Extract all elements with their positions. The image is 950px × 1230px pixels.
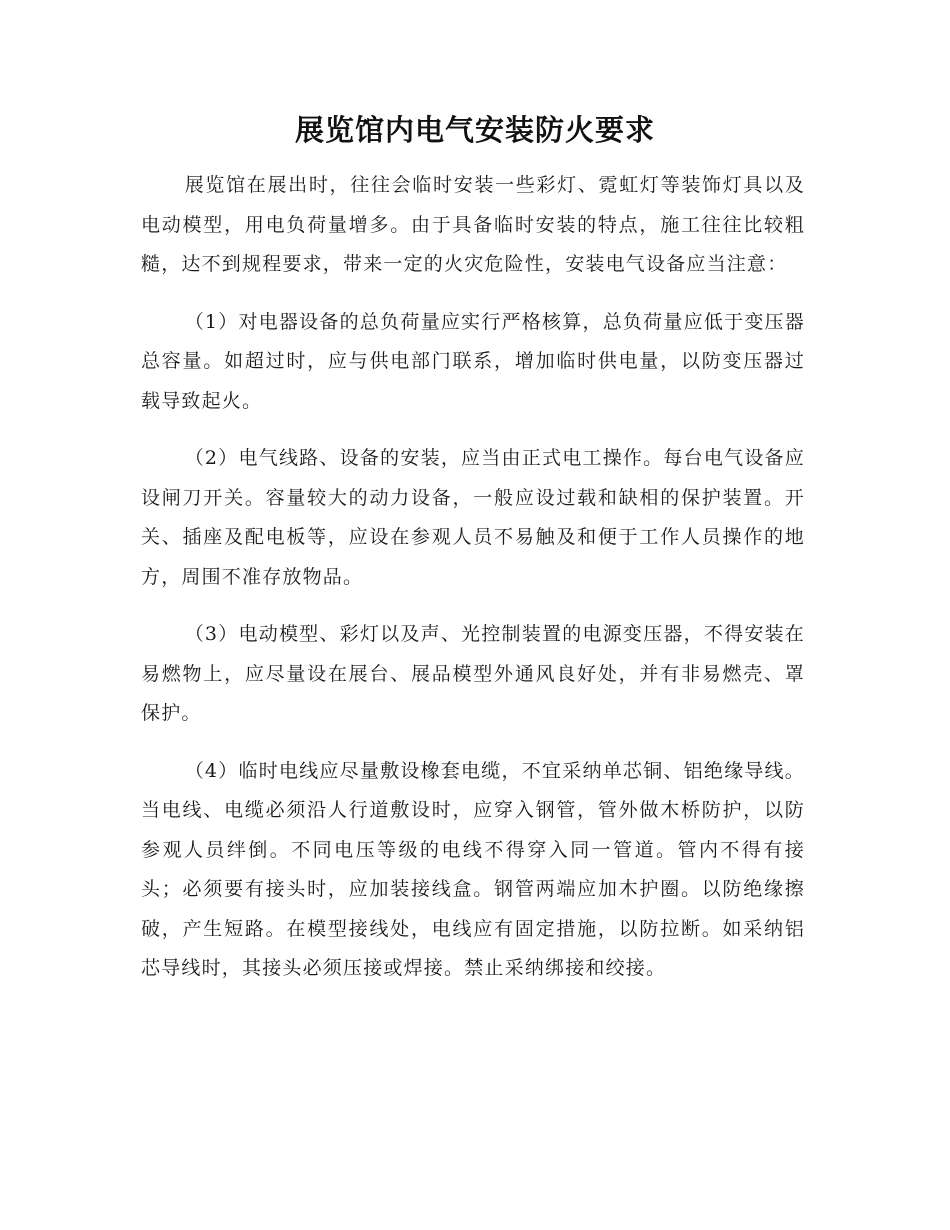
requirement-paragraph-1: （1）对电器设备的总负荷量应实行严格核算，总负荷量应低于变压器总容量。如超过时，应与供电部门联系，增加临时供电量，以防变压器过载导致起火。 [141, 310, 805, 412]
document-body [141, 166, 805, 1007]
requirement-paragraph-2: （2）电气线路、设备的安装，应当由正式电工操作。每台电气设备应设闸刀开关。容量较大的动力设备，一般应设过载和缺相的保护装置。开关、插座及配电板等，应设在参观人员不易触及和便于工作人员操作的地方，周围不准存放物品。 [141, 447, 805, 588]
requirement-paragraph-4: （4）临时电线应尽量敷设橡套电缆，不宜采纳单芯铜、铝绝缘导线。当电线、电缆必须沿人行道敷设时，应穿入钢管，管外做木桥防护，以防参观人员绊倒。不同电压等级的电线不得穿入同一管道。管内不得有接头；必须要有接头时，应加装接线盒。钢管两端应加木护圈。以防绝缘擦破，产生短路。在模型接线处，电线应有固定措施，以防拉断。如采纳铝芯导线时，其接头必须压接或焊接。禁止采纳绑接和绞接。 [141, 759, 805, 979]
document-title: 展览馆内电气安装防火要求 [294, 113, 655, 147]
intro-paragraph: 展览馆在展出时，往往会临时安装一些彩灯、霓虹灯等装饰灯具以及电动模型，用电负荷量增多。由于具备临时安装的特点，施工往往比较粗糙，达不到规程要求，带来一定的火灾危险性，安装电气设备应当注意： [141, 174, 805, 275]
requirement-paragraph-3: （3）电动模型、彩灯以及声、光控制装置的电源变压器，不得安装在易燃物上，应尽量设在展台、展品模型外通风良好处，并有非易燃壳、罩保护。 [141, 623, 805, 724]
